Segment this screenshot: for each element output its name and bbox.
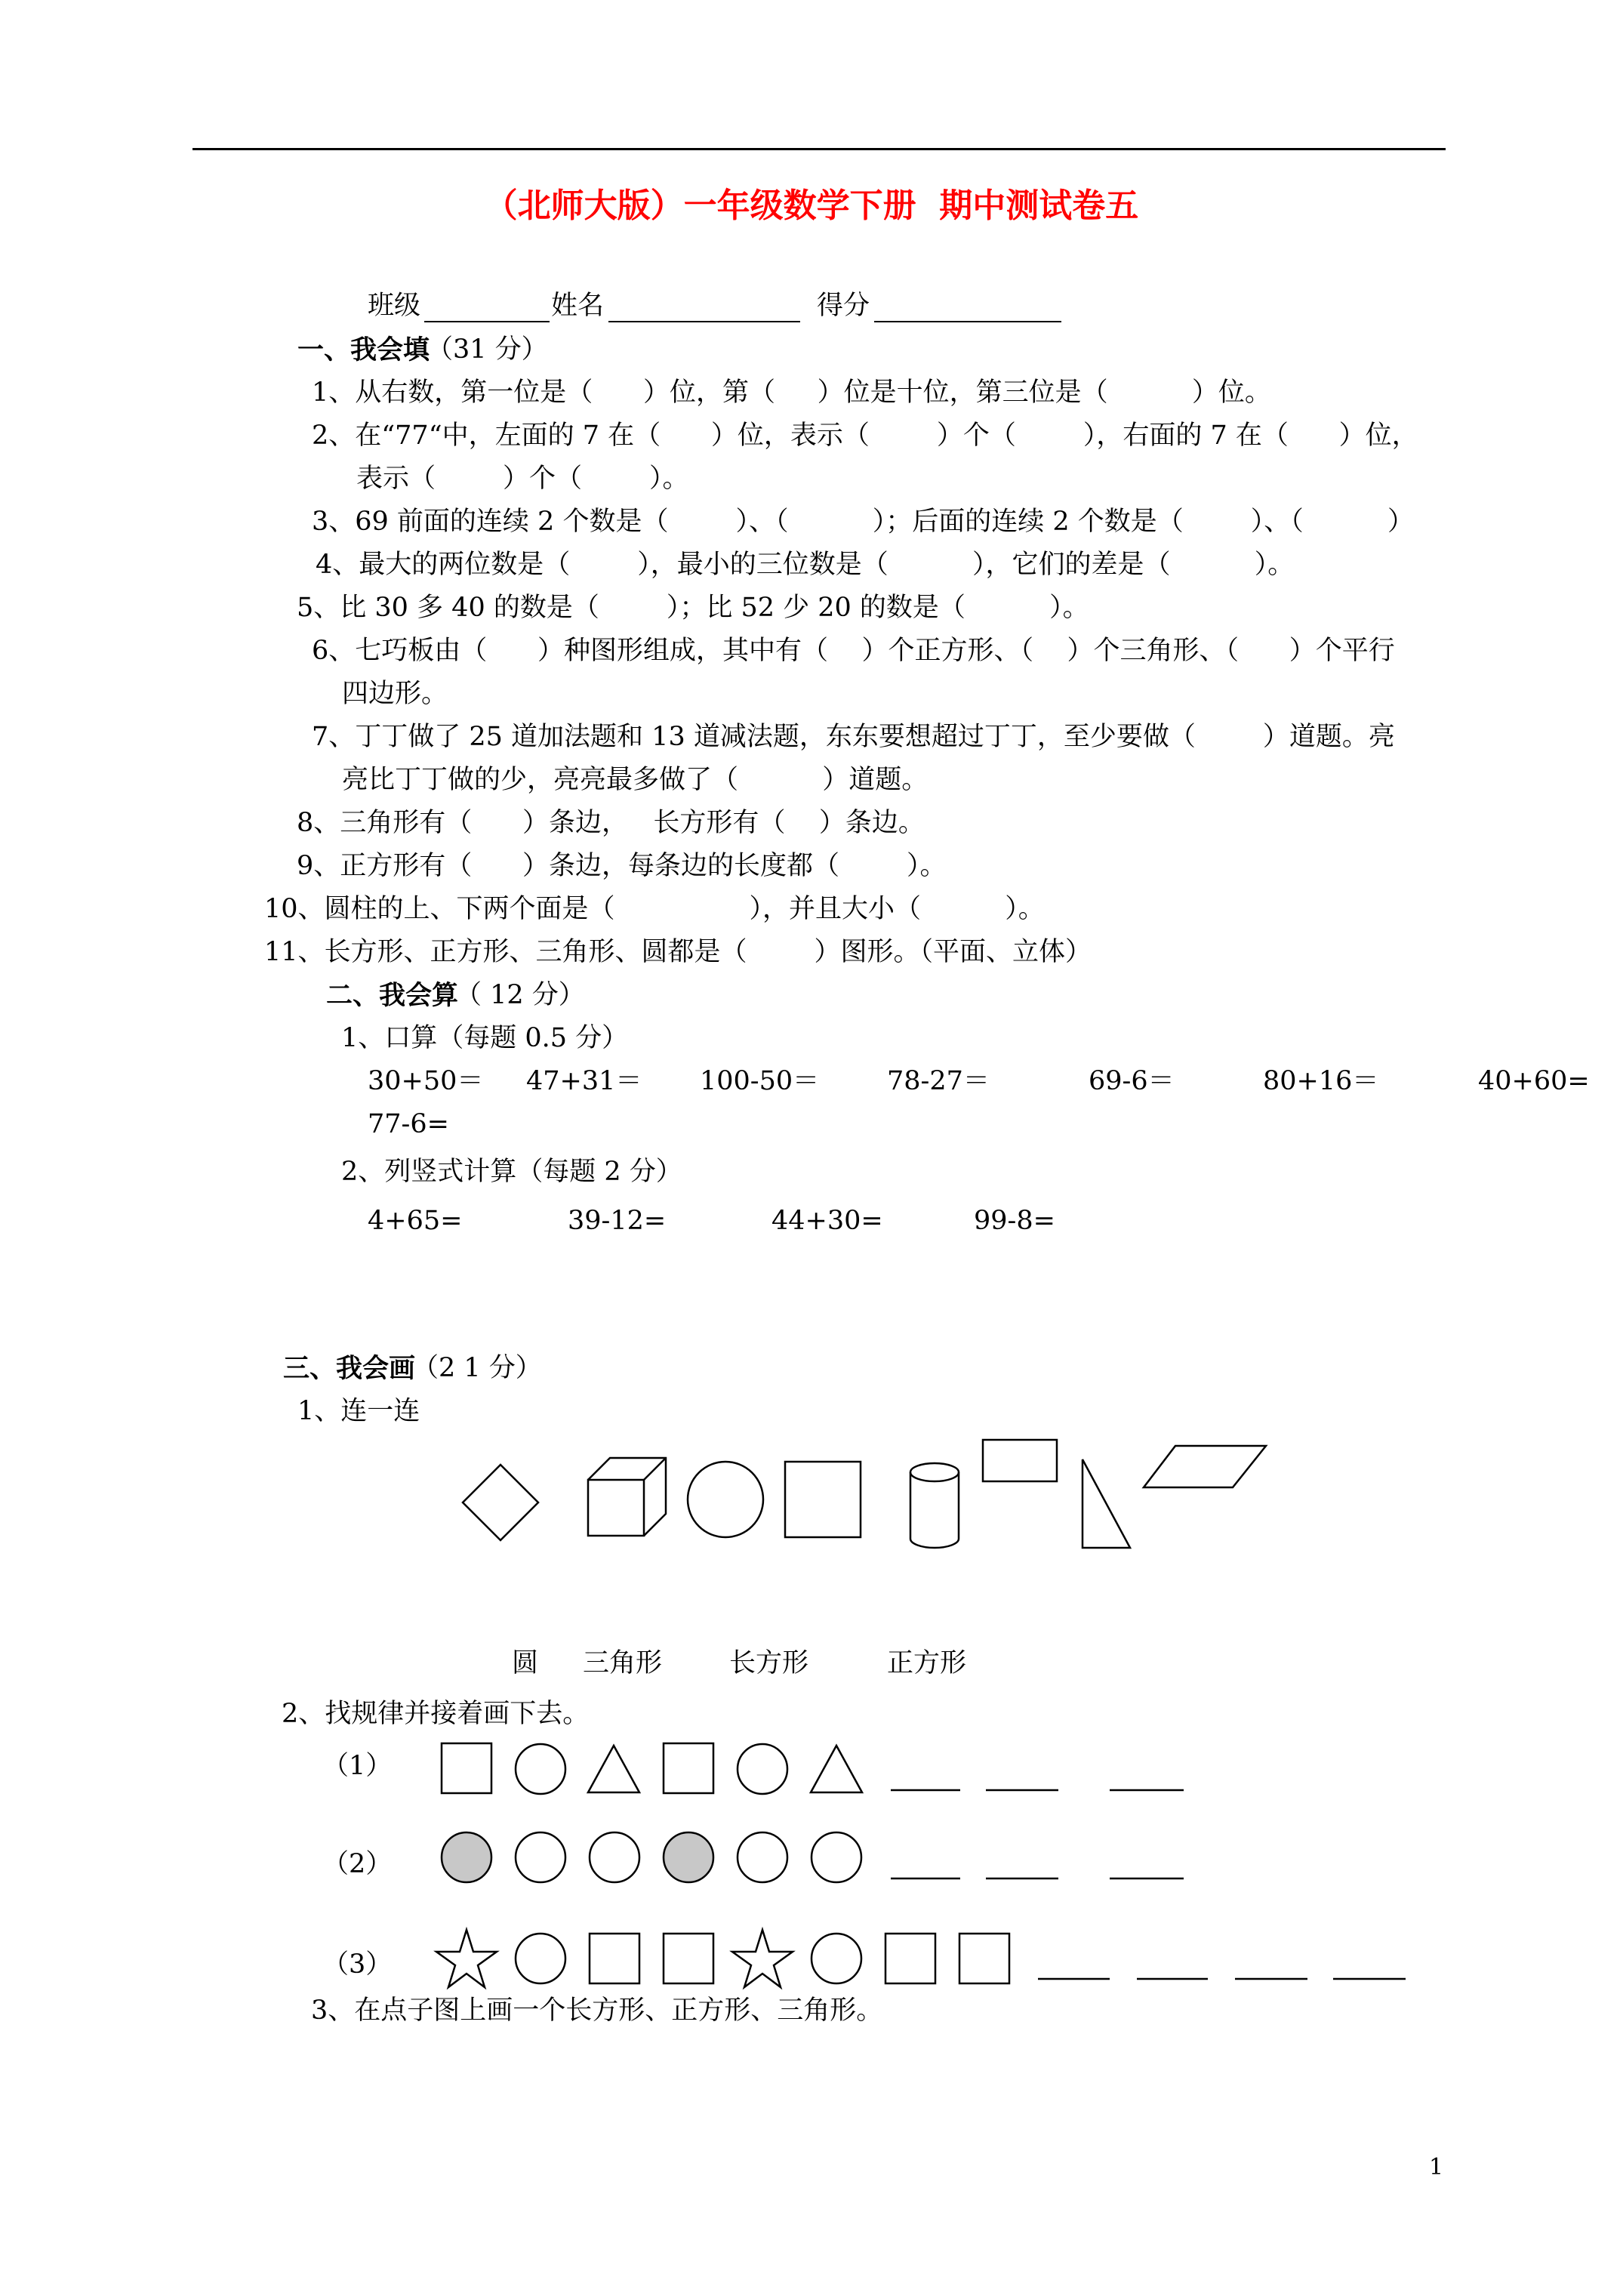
circle-shape	[516, 1744, 565, 1794]
vertical-item: 44+30=	[771, 1206, 883, 1236]
section1-points: （31 分）	[427, 334, 548, 365]
vertical-item: 4+65=	[368, 1206, 463, 1236]
connect-heading: 1、连一连	[297, 1396, 420, 1426]
oral-calc-heading: 1、口算（每题 0.5 分）	[341, 1023, 629, 1053]
circle-shape	[738, 1744, 787, 1794]
oral-item: 30+50＝	[368, 1066, 484, 1096]
row-label: （3）	[322, 1949, 393, 1980]
circle-shape	[516, 1832, 565, 1882]
page-title: （北师大版）一年级数学下册 期中测试卷五	[484, 186, 1139, 225]
question-6b: 四边形。	[342, 679, 448, 709]
row-label: （2）	[322, 1849, 393, 1879]
section2-points: （ 12 分）	[455, 980, 585, 1010]
circle-shape	[516, 1934, 565, 1983]
question-3: 3、69 前面的连续 2 个数是（ ）、（ ）；后面的连续 2 个数是（ ）、（ ）	[312, 507, 1414, 537]
circle-shape	[590, 1832, 639, 1882]
question-10: 10、圆柱的上、下两个面是（ ），并且大小（ ）。	[264, 894, 1045, 924]
oral-item: 80+16＝	[1263, 1066, 1379, 1096]
oral-item: 78-27＝	[887, 1066, 990, 1096]
oral-item: 69-6＝	[1089, 1066, 1175, 1096]
vertical-calc-heading: 2、列竖式计算（每题 2 分）	[341, 1157, 682, 1187]
vertical-item: 39-12=	[568, 1206, 667, 1236]
question-6a: 6、七巧板由（ ）种图形组成，其中有（ ）个正方形、（ ）个三角形、（ ）个平行	[312, 636, 1395, 666]
oral-item: 47+31＝	[526, 1066, 642, 1096]
question-8: 8、三角形有（ ）条边， 长方形有（ ）条边。	[297, 808, 925, 838]
circle-shape	[738, 1832, 787, 1882]
star-shape	[436, 1930, 497, 1987]
star-shape	[732, 1930, 793, 1987]
square-shape	[959, 1934, 1009, 1983]
triangle-shape	[588, 1746, 639, 1792]
shape-name: 三角形	[583, 1648, 663, 1678]
question-9: 9、正方形有（ ）条边，每条边的长度都（ ）。	[297, 851, 947, 881]
oral-item: 40+60=	[1478, 1066, 1590, 1096]
shape-name: 正方形	[887, 1648, 967, 1678]
square-shape	[590, 1934, 639, 1983]
square-shape	[664, 1743, 713, 1793]
triangle-shape	[811, 1746, 862, 1792]
pattern-heading: 2、找规律并接着画下去。	[282, 1699, 590, 1729]
shaded-circle-shape	[442, 1832, 491, 1882]
class-label: 班级	[368, 291, 421, 321]
oral-item: 100-50＝	[700, 1066, 820, 1096]
section1-heading: 一、我会填	[297, 334, 430, 365]
question-7b: 亮比丁丁做的少，亮亮最多做了（ ）道题。	[342, 765, 929, 795]
square-shape	[885, 1934, 935, 1983]
dot-grid-heading: 3、在点子图上画一个长方形、正方形、三角形。	[311, 1996, 883, 2026]
question-4: 4、最大的两位数是（ ），最小的三位数是（ ），它们的差是（ ）。	[316, 550, 1295, 580]
circle-shape	[812, 1832, 861, 1882]
oral-item: 77-6=	[368, 1109, 449, 1139]
circle-shape	[812, 1934, 861, 1983]
row-label: （1）	[322, 1751, 393, 1781]
section2-heading: 二、我会算	[326, 980, 459, 1011]
name-label: 姓名	[551, 291, 605, 321]
question-5: 5、比 30 多 40 的数是（ ）；比 52 少 20 的数是（ ）。	[297, 593, 1089, 623]
question-11: 11、长方形、正方形、三角形、圆都是（ ）图形。（平面、立体）	[264, 937, 1092, 967]
vertical-item: 99-8=	[974, 1206, 1055, 1236]
section3-points: （2 1 分）	[412, 1353, 542, 1383]
square-shape	[442, 1743, 491, 1793]
shape-name: 长方形	[729, 1648, 809, 1678]
question-2a: 2、在“77“中，左面的 7 在（ ）位，表示（ ）个（ ），右面的 7 在（ ）位，	[312, 421, 1418, 451]
question-7a: 7、丁丁做了 25 道加法题和 13 道减法题，东东要想超过丁丁，至少要做（ ）道题。亮	[312, 722, 1395, 752]
shape-name: 圆	[512, 1648, 539, 1678]
question-1: 1、从右数，第一位是（ ）位，第（ ）位是十位，第三位是（ ）位。	[312, 378, 1271, 408]
square-shape	[664, 1934, 713, 1983]
score-label: 得分	[817, 291, 870, 321]
page-number: 1	[1429, 2154, 1444, 2180]
question-2b: 表示（ ）个（ ）。	[356, 464, 689, 494]
section3-heading: 三、我会画	[283, 1353, 416, 1384]
shaded-circle-shape	[664, 1832, 713, 1882]
